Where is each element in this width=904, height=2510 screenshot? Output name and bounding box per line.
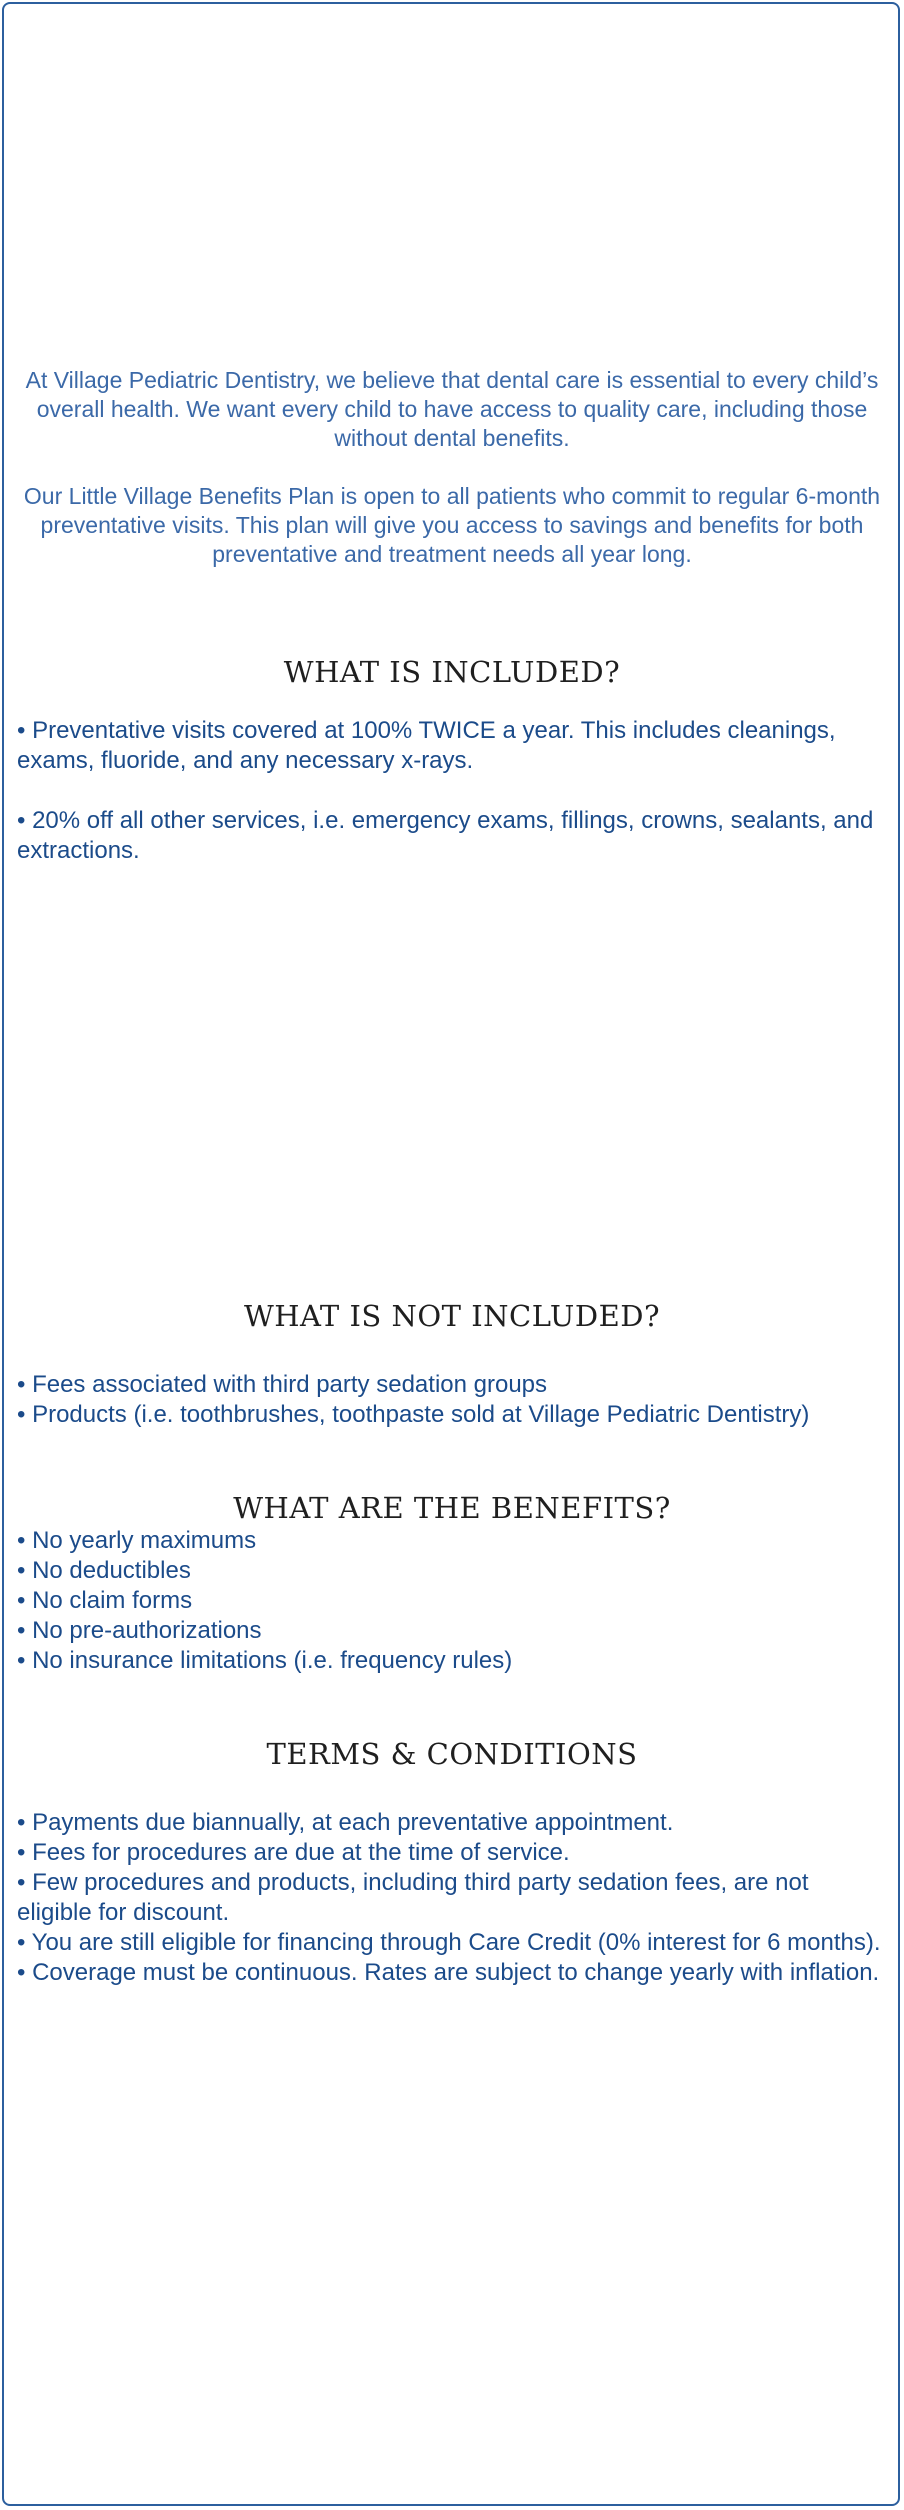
list-item: • You are still eligible for financing through Care Credit (0% interest for 6 months). (17, 1929, 881, 1956)
list-item: • No deductibles (17, 1557, 191, 1584)
not-included-heading: WHAT IS NOT INCLUDED? (243, 1299, 661, 1333)
included-list (17, 716, 889, 866)
list-item: • No pre-authorizations (17, 1617, 262, 1644)
intro-paragraph-1: At Village Pediatric Dentistry, we believe that dental care is essential to every child’s overall health. We want every child to have access to quality care, including those without dental benefits. (25, 367, 879, 451)
list-item: • Coverage must be continuous. Rates are subject to change yearly with inflation. (17, 1959, 880, 1986)
list-item: • Products (i.e. toothbrushes, toothpaste sold at Village Pediatric Dentistry) (17, 1401, 810, 1428)
list-item: • Few procedures and products, including third party sedation fees, are not eligible for discount. (17, 1869, 809, 1926)
list-item: • 20% off all other services, i.e. emergency exams, fillings, crowns, sealants, and extractions. (17, 807, 874, 864)
list-item: • Fees for procedures are due at the time of service. (17, 1839, 570, 1866)
terms-heading: TERMS & CONDITIONS (266, 1737, 638, 1771)
list-item: • No yearly maximums (17, 1527, 257, 1554)
list-item: • Preventative visits covered at 100% TWICE a year. This includes cleanings, exams, fluoride, and any necessary x-rays. (17, 717, 836, 774)
list-item: • No insurance limitations (i.e. frequency rules) (17, 1647, 513, 1674)
intro-paragraph-2: Our Little Village Benefits Plan is open to all patients who commit to regular 6-month preventative visits. This plan will give you access to savings and benefits for both preventative and treatment needs all year long. (23, 483, 881, 567)
list-item: • No claim forms (17, 1587, 193, 1614)
list-item: • Payments due biannually, at each preventative appointment. (17, 1809, 674, 1836)
benefits-list (17, 1526, 889, 1676)
benefits-heading: WHAT ARE THE BENEFITS? (233, 1491, 671, 1525)
list-item: • Fees associated with third party sedation groups (17, 1371, 548, 1398)
included-heading: WHAT IS INCLUDED? (283, 655, 621, 689)
not-included-list (17, 1370, 889, 1430)
terms-list (17, 1808, 889, 1988)
